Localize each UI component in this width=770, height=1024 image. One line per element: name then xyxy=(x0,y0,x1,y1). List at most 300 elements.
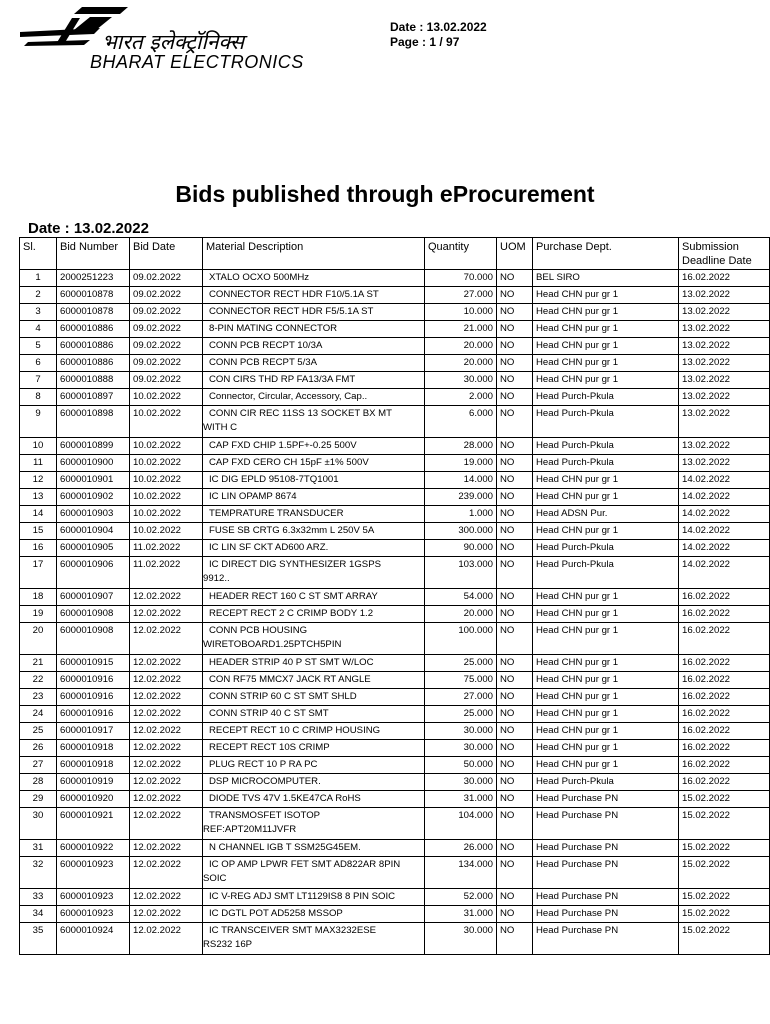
cell-material xyxy=(203,857,425,889)
cell-sl: 25 xyxy=(20,723,57,740)
cell-bid-date: 10.02.2022 xyxy=(130,523,203,540)
cell-bid-date: 09.02.2022 xyxy=(130,338,203,355)
cell-uom: NO xyxy=(497,757,533,774)
cell-uom: NO xyxy=(497,270,533,287)
cell-quantity: 19.000 xyxy=(425,455,497,472)
cell-uom: NO xyxy=(497,372,533,389)
cell-bid-date: 10.02.2022 xyxy=(130,489,203,506)
cell-deadline: 16.02.2022 xyxy=(679,655,770,672)
cell-uom: NO xyxy=(497,740,533,757)
cell-bid-number: 6000010900 xyxy=(57,455,130,472)
cell-purchase-dept: Head Purchase PN xyxy=(533,923,679,955)
cell-deadline: 16.02.2022 xyxy=(679,672,770,689)
col-header-quantity: Quantity xyxy=(425,238,497,270)
cell-material xyxy=(203,672,425,689)
cell-purchase-dept: Head CHN pur gr 1 xyxy=(533,689,679,706)
cell-purchase-dept: Head Purch-Pkula xyxy=(533,774,679,791)
cell-uom: NO xyxy=(497,321,533,338)
cell-quantity: 103.000 xyxy=(425,557,497,589)
cell-bid-date: 12.02.2022 xyxy=(130,606,203,623)
cell-purchase-dept: Head CHN pur gr 1 xyxy=(533,589,679,606)
cell-bid-number: 6000010897 xyxy=(57,389,130,406)
col-header-material: Material Description xyxy=(203,238,425,270)
material-line-1: IC OP AMP LPWR FET SMT AD822AR 8PIN xyxy=(209,859,401,870)
material-line-1: CAP FXD CERO CH 15pF ±1% 500V xyxy=(209,457,369,468)
table-row xyxy=(20,689,770,706)
cell-bid-date: 11.02.2022 xyxy=(130,557,203,589)
cell-purchase-dept: Head Purchase PN xyxy=(533,808,679,840)
table-row xyxy=(20,706,770,723)
col-header-sl: Sl. xyxy=(20,238,57,270)
cell-material xyxy=(203,372,425,389)
cell-quantity: 50.000 xyxy=(425,757,497,774)
cell-bid-number: 6000010918 xyxy=(57,740,130,757)
cell-bid-number: 6000010886 xyxy=(57,355,130,372)
material-line-1: IC V-REG ADJ SMT LT1129IS8 8 PIN SOIC xyxy=(209,891,396,902)
cell-deadline: 15.02.2022 xyxy=(679,889,770,906)
cell-purchase-dept: Head CHN pur gr 1 xyxy=(533,355,679,372)
material-line-1: CONNECTOR RECT HDR F10/5.1A ST xyxy=(209,289,379,300)
cell-purchase-dept: Head Purch-Pkula xyxy=(533,557,679,589)
material-line-2: 9912.. xyxy=(203,573,230,584)
cell-material xyxy=(203,840,425,857)
table-row xyxy=(20,355,770,372)
cell-quantity: 25.000 xyxy=(425,706,497,723)
cell-purchase-dept: Head CHN pur gr 1 xyxy=(533,672,679,689)
material-line-1: IC DIG EPLD 95108-7TQ1001 xyxy=(209,474,339,485)
col-header-uom: UOM xyxy=(497,238,533,270)
cell-quantity: 239.000 xyxy=(425,489,497,506)
cell-purchase-dept: Head Purch-Pkula xyxy=(533,455,679,472)
cell-quantity: 31.000 xyxy=(425,906,497,923)
material-line-1: RECEPT RECT 10 C CRIMP HOUSING xyxy=(209,725,381,736)
cell-bid-date: 12.02.2022 xyxy=(130,723,203,740)
cell-purchase-dept: Head CHN pur gr 1 xyxy=(533,472,679,489)
cell-purchase-dept: Head Purch-Pkula xyxy=(533,389,679,406)
cell-deadline: 14.02.2022 xyxy=(679,472,770,489)
cell-bid-date: 10.02.2022 xyxy=(130,389,203,406)
material-line-1: TEMPRATURE TRANSDUCER xyxy=(209,508,344,519)
cell-bid-number: 6000010903 xyxy=(57,506,130,523)
material-line-1: HEADER RECT 160 C ST SMT ARRAY xyxy=(209,591,378,602)
cell-sl: 16 xyxy=(20,540,57,557)
material-line-2: RS232 16P xyxy=(203,939,253,950)
material-line-1: HEADER STRIP 40 P ST SMT W/LOC xyxy=(209,657,374,668)
cell-material xyxy=(203,304,425,321)
table-row xyxy=(20,757,770,774)
cell-sl: 5 xyxy=(20,338,57,355)
cell-sl: 35 xyxy=(20,923,57,955)
cell-material xyxy=(203,287,425,304)
table-header-row xyxy=(20,238,770,270)
cell-quantity: 21.000 xyxy=(425,321,497,338)
cell-bid-date: 12.02.2022 xyxy=(130,840,203,857)
cell-bid-date: 12.02.2022 xyxy=(130,689,203,706)
cell-material xyxy=(203,606,425,623)
cell-sl: 23 xyxy=(20,689,57,706)
cell-bid-date: 12.02.2022 xyxy=(130,791,203,808)
cell-deadline: 13.02.2022 xyxy=(679,287,770,304)
cell-sl: 28 xyxy=(20,774,57,791)
cell-quantity: 28.000 xyxy=(425,438,497,455)
cell-bid-number: 6000010902 xyxy=(57,489,130,506)
table-row xyxy=(20,389,770,406)
cell-material xyxy=(203,757,425,774)
cell-deadline: 14.02.2022 xyxy=(679,557,770,589)
cell-material xyxy=(203,723,425,740)
cell-sl: 4 xyxy=(20,321,57,338)
material-line-1: PLUG RECT 10 P RA PC xyxy=(209,759,318,770)
cell-sl: 2 xyxy=(20,287,57,304)
cell-material xyxy=(203,338,425,355)
cell-bid-date: 10.02.2022 xyxy=(130,455,203,472)
cell-uom: NO xyxy=(497,889,533,906)
cell-bid-date: 11.02.2022 xyxy=(130,540,203,557)
cell-bid-date: 10.02.2022 xyxy=(130,472,203,489)
table-row xyxy=(20,338,770,355)
cell-purchase-dept: Head CHN pur gr 1 xyxy=(533,287,679,304)
company-logo xyxy=(20,4,340,70)
cell-purchase-dept: Head CHN pur gr 1 xyxy=(533,757,679,774)
cell-material xyxy=(203,689,425,706)
cell-bid-number: 6000010878 xyxy=(57,304,130,321)
cell-bid-date: 12.02.2022 xyxy=(130,906,203,923)
cell-bid-date: 12.02.2022 xyxy=(130,706,203,723)
cell-sl: 7 xyxy=(20,372,57,389)
table-row xyxy=(20,372,770,389)
cell-purchase-dept: Head Purchase PN xyxy=(533,906,679,923)
cell-bid-date: 12.02.2022 xyxy=(130,589,203,606)
cell-bid-number: 6000010918 xyxy=(57,757,130,774)
cell-sl: 10 xyxy=(20,438,57,455)
cell-sl: 29 xyxy=(20,791,57,808)
material-line-1: IC DGTL POT AD5258 MSSOP xyxy=(209,908,343,919)
table-row xyxy=(20,723,770,740)
cell-bid-date: 09.02.2022 xyxy=(130,355,203,372)
cell-sl: 14 xyxy=(20,506,57,523)
cell-uom: NO xyxy=(497,304,533,321)
cell-deadline: 16.02.2022 xyxy=(679,606,770,623)
material-line-1: N CHANNEL IGB T SSM25G45EM. xyxy=(209,842,361,853)
cell-quantity: 31.000 xyxy=(425,791,497,808)
cell-material xyxy=(203,791,425,808)
cell-bid-number: 6000010924 xyxy=(57,923,130,955)
cell-material xyxy=(203,557,425,589)
cell-bid-number: 2000251223 xyxy=(57,270,130,287)
cell-material xyxy=(203,808,425,840)
cell-deadline: 13.02.2022 xyxy=(679,455,770,472)
material-line-1: CONN PCB RECPT 10/3A xyxy=(209,340,323,351)
header-page: Page : 1 / 97 xyxy=(390,35,460,49)
cell-material xyxy=(203,489,425,506)
cell-sl: 34 xyxy=(20,906,57,923)
cell-deadline: 15.02.2022 xyxy=(679,840,770,857)
cell-deadline: 15.02.2022 xyxy=(679,906,770,923)
cell-material xyxy=(203,623,425,655)
table-row xyxy=(20,655,770,672)
table-row xyxy=(20,406,770,438)
cell-bid-date: 09.02.2022 xyxy=(130,304,203,321)
cell-material xyxy=(203,472,425,489)
table-row xyxy=(20,857,770,889)
material-line-1: CONN PCB RECPT 5/3A xyxy=(209,357,318,368)
col-header-bid-date: Bid Date xyxy=(130,238,203,270)
cell-quantity: 90.000 xyxy=(425,540,497,557)
cell-uom: NO xyxy=(497,706,533,723)
cell-purchase-dept: Head Purchase PN xyxy=(533,840,679,857)
cell-sl: 19 xyxy=(20,606,57,623)
cell-purchase-dept: Head CHN pur gr 1 xyxy=(533,321,679,338)
cell-bid-number: 6000010908 xyxy=(57,606,130,623)
cell-bid-number: 6000010919 xyxy=(57,774,130,791)
table-row xyxy=(20,923,770,955)
cell-quantity: 30.000 xyxy=(425,774,497,791)
material-line-2: WIRETOBOARD1.25PTCH5PIN xyxy=(203,639,342,650)
material-line-1: CON CIRS THD RP FA13/3A FMT xyxy=(209,374,356,385)
cell-purchase-dept: Head CHN pur gr 1 xyxy=(533,606,679,623)
cell-purchase-dept: Head ADSN Pur. xyxy=(533,506,679,523)
cell-bid-date: 10.02.2022 xyxy=(130,406,203,438)
cell-uom: NO xyxy=(497,689,533,706)
cell-purchase-dept: Head Purchase PN xyxy=(533,791,679,808)
cell-uom: NO xyxy=(497,472,533,489)
cell-deadline: 14.02.2022 xyxy=(679,506,770,523)
cell-purchase-dept: Head CHN pur gr 1 xyxy=(533,623,679,655)
table-row xyxy=(20,906,770,923)
material-line-1: IC LIN OPAMP 8674 xyxy=(209,491,297,502)
cell-quantity: 75.000 xyxy=(425,672,497,689)
material-line-1: DIODE TVS 47V 1.5KE47CA RoHS xyxy=(209,793,361,804)
cell-sl: 17 xyxy=(20,557,57,589)
cell-material xyxy=(203,923,425,955)
cell-bid-number: 6000010904 xyxy=(57,523,130,540)
cell-uom: NO xyxy=(497,606,533,623)
cell-deadline: 16.02.2022 xyxy=(679,757,770,774)
cell-bid-date: 12.02.2022 xyxy=(130,757,203,774)
cell-bid-number: 6000010923 xyxy=(57,889,130,906)
cell-sl: 21 xyxy=(20,655,57,672)
col-header-deadline: Submission Deadline Date xyxy=(679,238,770,270)
cell-sl: 27 xyxy=(20,757,57,774)
cell-sl: 6 xyxy=(20,355,57,372)
table-row xyxy=(20,774,770,791)
material-line-1: FUSE SB CRTG 6.3x32mm L 250V 5A xyxy=(209,525,375,536)
cell-bid-number: 6000010905 xyxy=(57,540,130,557)
material-line-2: WITH C xyxy=(203,422,238,433)
cell-bid-number: 6000010886 xyxy=(57,321,130,338)
material-line-1: CONN PCB HOUSING xyxy=(209,625,308,636)
cell-uom: NO xyxy=(497,672,533,689)
cell-bid-number: 6000010923 xyxy=(57,906,130,923)
material-line-1: Connector, Circular, Accessory, Cap.. xyxy=(209,391,368,402)
col-header-bid-number: Bid Number xyxy=(57,238,130,270)
cell-bid-date: 09.02.2022 xyxy=(130,270,203,287)
table-row xyxy=(20,321,770,338)
cell-bid-date: 12.02.2022 xyxy=(130,623,203,655)
table-row xyxy=(20,740,770,757)
cell-uom: NO xyxy=(497,723,533,740)
cell-deadline: 16.02.2022 xyxy=(679,689,770,706)
cell-bid-number: 6000010920 xyxy=(57,791,130,808)
cell-bid-date: 12.02.2022 xyxy=(130,774,203,791)
cell-quantity: 1.000 xyxy=(425,506,497,523)
table-row xyxy=(20,889,770,906)
table-row xyxy=(20,438,770,455)
table-row xyxy=(20,791,770,808)
cell-purchase-dept: Head Purchase PN xyxy=(533,857,679,889)
cell-bid-number: 6000010906 xyxy=(57,557,130,589)
table-row xyxy=(20,540,770,557)
material-line-1: RECEPT RECT 10S CRIMP xyxy=(209,742,330,753)
cell-uom: NO xyxy=(497,623,533,655)
cell-deadline: 16.02.2022 xyxy=(679,740,770,757)
material-line-1: DSP MICROCOMPUTER. xyxy=(209,776,321,787)
cell-sl: 11 xyxy=(20,455,57,472)
cell-material xyxy=(203,889,425,906)
cell-deadline: 15.02.2022 xyxy=(679,791,770,808)
cell-quantity: 20.000 xyxy=(425,355,497,372)
cell-bid-number: 6000010878 xyxy=(57,287,130,304)
cell-bid-number: 6000010922 xyxy=(57,840,130,857)
cell-bid-date: 12.02.2022 xyxy=(130,857,203,889)
cell-bid-number: 6000010886 xyxy=(57,338,130,355)
cell-quantity: 20.000 xyxy=(425,606,497,623)
table-row xyxy=(20,304,770,321)
cell-purchase-dept: Head CHN pur gr 1 xyxy=(533,304,679,321)
cell-material xyxy=(203,506,425,523)
table-row xyxy=(20,472,770,489)
cell-uom: NO xyxy=(497,857,533,889)
cell-deadline: 13.02.2022 xyxy=(679,406,770,438)
report-date: Date : 13.02.2022 xyxy=(28,220,149,237)
cell-deadline: 16.02.2022 xyxy=(679,623,770,655)
cell-uom: NO xyxy=(497,338,533,355)
cell-purchase-dept: Head CHN pur gr 1 xyxy=(533,706,679,723)
cell-uom: NO xyxy=(497,808,533,840)
cell-deadline: 14.02.2022 xyxy=(679,489,770,506)
cell-material xyxy=(203,740,425,757)
cell-sl: 12 xyxy=(20,472,57,489)
cell-quantity: 100.000 xyxy=(425,623,497,655)
cell-deadline: 13.02.2022 xyxy=(679,372,770,389)
cell-material xyxy=(203,389,425,406)
cell-sl: 15 xyxy=(20,523,57,540)
cell-uom: NO xyxy=(497,489,533,506)
cell-bid-date: 12.02.2022 xyxy=(130,889,203,906)
cell-material xyxy=(203,706,425,723)
table-row xyxy=(20,557,770,589)
cell-quantity: 27.000 xyxy=(425,689,497,706)
cell-deadline: 14.02.2022 xyxy=(679,540,770,557)
cell-bid-date: 09.02.2022 xyxy=(130,372,203,389)
cell-sl: 31 xyxy=(20,840,57,857)
cell-sl: 26 xyxy=(20,740,57,757)
table-row xyxy=(20,840,770,857)
cell-quantity: 26.000 xyxy=(425,840,497,857)
material-line-1: XTALO OCXO 500MHz xyxy=(209,272,310,283)
cell-purchase-dept: Head CHN pur gr 1 xyxy=(533,338,679,355)
cell-purchase-dept: Head CHN pur gr 1 xyxy=(533,372,679,389)
cell-purchase-dept: Head CHN pur gr 1 xyxy=(533,740,679,757)
cell-sl: 18 xyxy=(20,589,57,606)
cell-deadline: 13.02.2022 xyxy=(679,389,770,406)
table-row xyxy=(20,270,770,287)
cell-uom: NO xyxy=(497,840,533,857)
table-row xyxy=(20,672,770,689)
cell-bid-date: 12.02.2022 xyxy=(130,655,203,672)
cell-sl: 9 xyxy=(20,406,57,438)
cell-quantity: 10.000 xyxy=(425,304,497,321)
cell-deadline: 15.02.2022 xyxy=(679,808,770,840)
cell-quantity: 30.000 xyxy=(425,372,497,389)
cell-quantity: 20.000 xyxy=(425,338,497,355)
cell-uom: NO xyxy=(497,557,533,589)
cell-deadline: 13.02.2022 xyxy=(679,355,770,372)
table-row xyxy=(20,506,770,523)
bids-table xyxy=(19,237,770,955)
cell-purchase-dept: Head Purch-Pkula xyxy=(533,540,679,557)
cell-material xyxy=(203,540,425,557)
cell-deadline: 16.02.2022 xyxy=(679,706,770,723)
cell-uom: NO xyxy=(497,355,533,372)
material-line-1: IC TRANSCEIVER SMT MAX3232ESE xyxy=(209,925,377,936)
cell-deadline: 16.02.2022 xyxy=(679,270,770,287)
cell-bid-date: 12.02.2022 xyxy=(130,672,203,689)
table-row xyxy=(20,523,770,540)
cell-material xyxy=(203,321,425,338)
material-line-1: CONN STRIP 60 C ST SMT SHLD xyxy=(209,691,357,702)
cell-deadline: 16.02.2022 xyxy=(679,589,770,606)
cell-bid-number: 6000010916 xyxy=(57,672,130,689)
cell-bid-number: 6000010915 xyxy=(57,655,130,672)
cell-bid-number: 6000010916 xyxy=(57,689,130,706)
logo-hindi-text: भारत इलेक्ट्रॉनिक्स xyxy=(102,30,245,54)
cell-sl: 8 xyxy=(20,389,57,406)
header-date: Date : 13.02.2022 xyxy=(390,20,487,34)
cell-purchase-dept: BEL SIRO xyxy=(533,270,679,287)
cell-sl: 32 xyxy=(20,857,57,889)
cell-sl: 13 xyxy=(20,489,57,506)
logo-english-text: BHARAT ELECTRONICS xyxy=(90,52,304,72)
cell-deadline: 13.02.2022 xyxy=(679,338,770,355)
cell-quantity: 30.000 xyxy=(425,723,497,740)
cell-deadline: 16.02.2022 xyxy=(679,723,770,740)
cell-material xyxy=(203,455,425,472)
material-line-1: RECEPT RECT 2 C CRIMP BODY 1.2 xyxy=(209,608,374,619)
material-line-1: IC DIRECT DIG SYNTHESIZER 1GSPS xyxy=(209,559,382,570)
cell-sl: 20 xyxy=(20,623,57,655)
cell-quantity: 104.000 xyxy=(425,808,497,840)
cell-uom: NO xyxy=(497,455,533,472)
cell-uom: NO xyxy=(497,906,533,923)
cell-deadline: 13.02.2022 xyxy=(679,304,770,321)
cell-bid-date: 09.02.2022 xyxy=(130,321,203,338)
cell-material xyxy=(203,355,425,372)
cell-quantity: 300.000 xyxy=(425,523,497,540)
cell-material xyxy=(203,589,425,606)
table-row xyxy=(20,589,770,606)
cell-bid-date: 10.02.2022 xyxy=(130,506,203,523)
material-line-1: CON RF75 MMCX7 JACK RT ANGLE xyxy=(209,674,371,685)
table-row xyxy=(20,606,770,623)
cell-bid-number: 6000010888 xyxy=(57,372,130,389)
cell-purchase-dept: Head CHN pur gr 1 xyxy=(533,489,679,506)
cell-bid-date: 12.02.2022 xyxy=(130,808,203,840)
cell-quantity: 2.000 xyxy=(425,389,497,406)
table-row xyxy=(20,287,770,304)
material-line-1: CONNECTOR RECT HDR F5/5.1A ST xyxy=(209,306,374,317)
cell-material xyxy=(203,906,425,923)
